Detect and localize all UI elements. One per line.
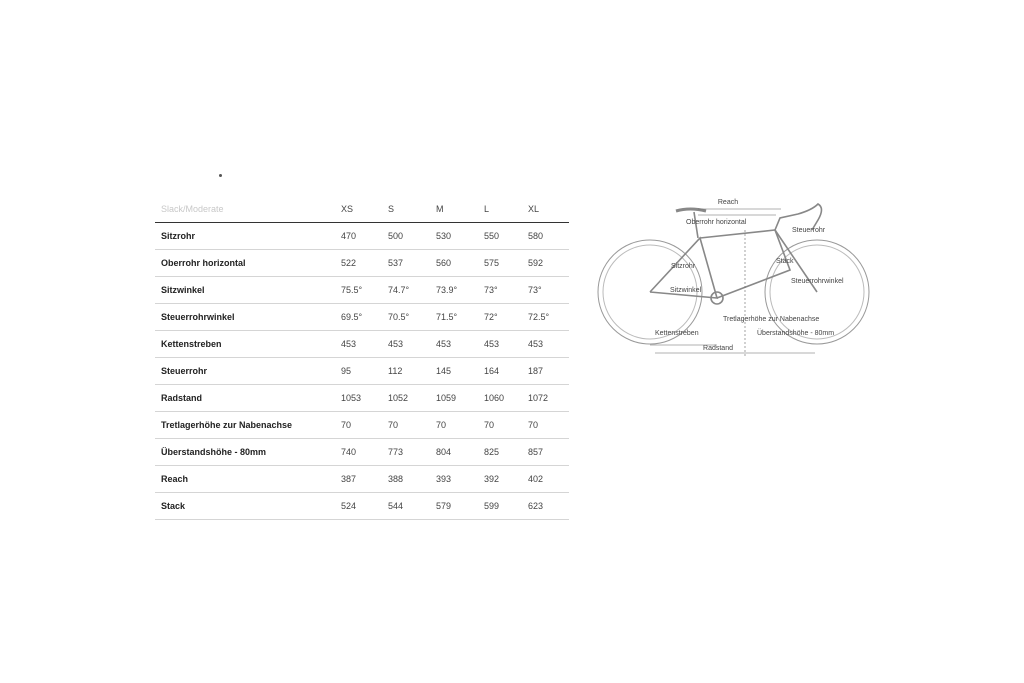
cell-value: 530 xyxy=(436,223,484,250)
label-sitzrohr: Sitzrohr xyxy=(671,263,696,270)
cell-value: 387 xyxy=(341,466,388,493)
cell-value: 1052 xyxy=(388,385,436,412)
cell-value: 72° xyxy=(484,304,528,331)
cell-value: 75.5° xyxy=(341,277,388,304)
cell-value: 579 xyxy=(436,493,484,520)
cell-value: 70.5° xyxy=(388,304,436,331)
cell-value: 164 xyxy=(484,358,528,385)
cell-value: 580 xyxy=(528,223,569,250)
cell-value: 70 xyxy=(341,412,388,439)
header-m: M xyxy=(436,196,484,223)
cell-value: 73.9° xyxy=(436,277,484,304)
cell-value: 453 xyxy=(436,331,484,358)
cell-value: 393 xyxy=(436,466,484,493)
label-kettenstreben: Kettenstreben xyxy=(655,330,699,337)
cell-value: 72.5° xyxy=(528,304,569,331)
row-label: Überstandshöhe - 80mm xyxy=(155,439,341,466)
header-xl: XL xyxy=(528,196,569,223)
header-l: L xyxy=(484,196,528,223)
cell-value: 804 xyxy=(436,439,484,466)
cell-value: 599 xyxy=(484,493,528,520)
label-steuerrohr: Steuerrohr xyxy=(792,227,826,234)
table-row xyxy=(155,250,569,277)
cell-value: 575 xyxy=(484,250,528,277)
table-row xyxy=(155,493,569,520)
table-row xyxy=(155,331,569,358)
cell-value: 453 xyxy=(341,331,388,358)
cell-value: 70 xyxy=(388,412,436,439)
bike-geometry-diagram xyxy=(590,190,880,370)
cell-value: 70 xyxy=(528,412,569,439)
cell-value: 1060 xyxy=(484,385,528,412)
bullet-dot xyxy=(219,174,222,177)
cell-value: 773 xyxy=(388,439,436,466)
table-row xyxy=(155,412,569,439)
cell-value: 145 xyxy=(436,358,484,385)
header-xs: XS xyxy=(341,196,388,223)
row-label: Reach xyxy=(155,466,341,493)
label-steuerrohrwinkel: Steuerrohrwinkel xyxy=(791,278,844,285)
label-reach: Reach xyxy=(717,199,739,206)
cell-value: 592 xyxy=(528,250,569,277)
row-label: Sitzrohr xyxy=(155,223,341,250)
cell-value: 112 xyxy=(388,358,436,385)
label-radstand: Radstand xyxy=(703,345,733,352)
cell-value: 1072 xyxy=(528,385,569,412)
cell-value: 453 xyxy=(484,331,528,358)
row-label: Oberrohr horizontal xyxy=(155,250,341,277)
cell-value: 402 xyxy=(528,466,569,493)
table-row xyxy=(155,385,569,412)
label-ueberstand: Überstandshöhe - 80mm xyxy=(757,330,835,337)
cell-value: 73° xyxy=(528,277,569,304)
label-sitzwinkel: Sitzwinkel xyxy=(670,287,702,294)
label-tretlager: Tretlagerhöhe zur Nabenachse xyxy=(723,316,820,323)
cell-value: 522 xyxy=(341,250,388,277)
table-row xyxy=(155,277,569,304)
cell-value: 544 xyxy=(388,493,436,520)
cell-value: 1059 xyxy=(436,385,484,412)
cell-value: 524 xyxy=(341,493,388,520)
cell-value: 470 xyxy=(341,223,388,250)
cell-value: 550 xyxy=(484,223,528,250)
cell-value: 560 xyxy=(436,250,484,277)
cell-value: 73° xyxy=(484,277,528,304)
table-row xyxy=(155,439,569,466)
cell-value: 187 xyxy=(528,358,569,385)
cell-value: 70 xyxy=(436,412,484,439)
row-label: Kettenstreben xyxy=(155,331,341,358)
table-header-row xyxy=(155,196,569,223)
label-oberrohr: Oberrohr horizontal xyxy=(686,219,747,226)
saddle xyxy=(676,209,706,211)
row-label: Stack xyxy=(155,493,341,520)
cell-value: 537 xyxy=(388,250,436,277)
cell-value: 388 xyxy=(388,466,436,493)
cell-value: 70 xyxy=(484,412,528,439)
cell-value: 392 xyxy=(484,466,528,493)
cell-value: 1053 xyxy=(341,385,388,412)
table-row xyxy=(155,223,569,250)
label-stack: Stack xyxy=(776,258,794,265)
cell-value: 71.5° xyxy=(436,304,484,331)
table-row xyxy=(155,466,569,493)
cell-value: 623 xyxy=(528,493,569,520)
cell-value: 453 xyxy=(388,331,436,358)
table-row xyxy=(155,358,569,385)
row-label: Steuerrohr xyxy=(155,358,341,385)
cell-value: 74.7° xyxy=(388,277,436,304)
cell-value: 857 xyxy=(528,439,569,466)
row-label: Steuerrohrwinkel xyxy=(155,304,341,331)
cell-value: 69.5° xyxy=(341,304,388,331)
row-label: Tretlagerhöhe zur Nabenachse xyxy=(155,412,341,439)
table-row xyxy=(155,304,569,331)
row-label: Sitzwinkel xyxy=(155,277,341,304)
cell-value: 95 xyxy=(341,358,388,385)
header-s: S xyxy=(388,196,436,223)
cell-value: 453 xyxy=(528,331,569,358)
geometry-table xyxy=(155,196,569,520)
row-label: Radstand xyxy=(155,385,341,412)
cell-value: 740 xyxy=(341,439,388,466)
cell-value: 825 xyxy=(484,439,528,466)
header-size-label: Slack/Moderate xyxy=(155,196,341,223)
cell-value: 500 xyxy=(388,223,436,250)
